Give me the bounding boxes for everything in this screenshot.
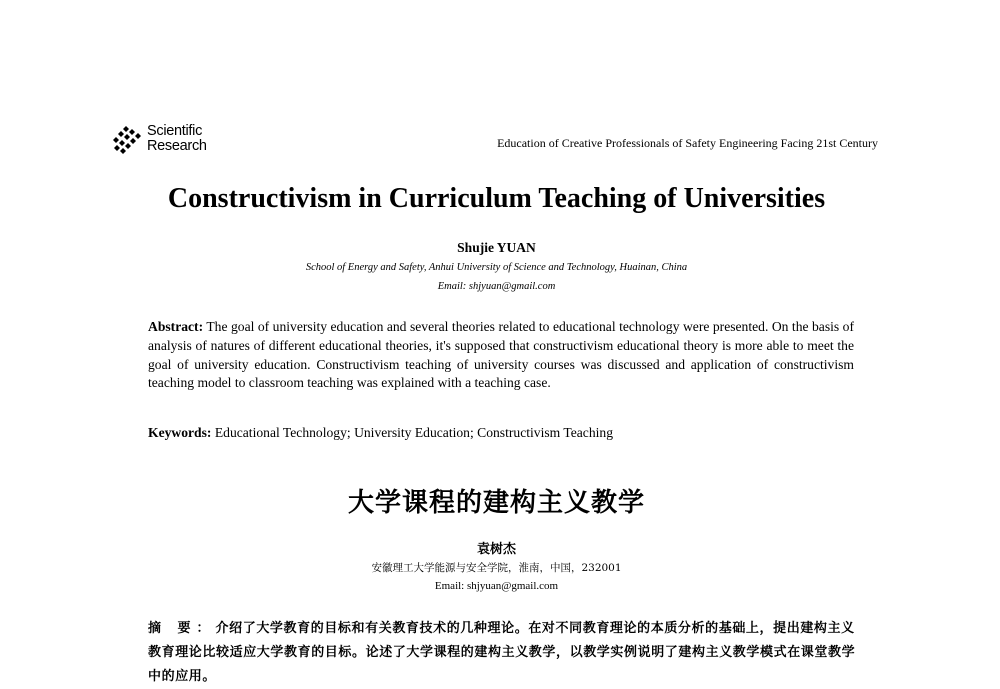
- paper-title-english: Constructivism in Curriculum Teaching of Universities: [167, 183, 826, 214]
- logo-line-2: Research: [147, 138, 207, 154]
- logo-text: [147, 124, 207, 154]
- publisher-logo: [112, 124, 207, 154]
- abstract-chinese: [148, 617, 860, 689]
- abstract-english: [148, 318, 854, 393]
- abstract-label-english: Abstract:: [148, 319, 204, 334]
- abstract-text-chinese: 介绍了大学教育的目标和有关教育技术的几种理论。在对不同教育理论的本质分析的基础上，提出建构主义教育理论比较适应大学教育的目标。论述了大学课程的建构主义教学，以教学实例说明了建构主义教学模式在课堂教学中的应用。: [148, 621, 856, 684]
- journal-title: Education of Creative Professionals of Safety Engineering Facing 21st Century: [497, 136, 878, 150]
- email-chinese: Email: shjyuan@gmail.com: [434, 580, 559, 592]
- abstract-label-chinese: 摘 要：: [148, 621, 216, 636]
- affiliation-chinese: 安徽理工大学能源与安全学院，淮南，中国，232001: [371, 562, 622, 574]
- author-english: Shujie YUAN: [457, 240, 536, 255]
- abstract-text-english: The goal of university education and several theories related to educational technology were presented. On the basis of analysis of natures of different educational theories, it's supposed that constructivism educational theory is more able to meet the goal of university education. Constructivism teaching of university courses was discussed and application of constructivism teaching model to classroom teaching was explained with a teaching case.: [148, 319, 855, 391]
- author-chinese: 袁树杰: [476, 542, 516, 557]
- keywords-english: [148, 425, 854, 441]
- affiliation-english: School of Energy and Safety, Anhui University of Science and Technology, Huainan, China: [305, 262, 688, 273]
- keywords-text-english: Educational Technology; University Education; Constructivism Teaching: [214, 425, 613, 440]
- logo-line-1: Scientific: [147, 123, 203, 139]
- scientific-research-logo-icon: [112, 124, 144, 154]
- paper-title-chinese: 大学课程的建构主义教学: [347, 488, 645, 518]
- keywords-label-english: Keywords:: [148, 425, 212, 440]
- email-english: Email: shjyuan@gmail.com: [437, 281, 556, 292]
